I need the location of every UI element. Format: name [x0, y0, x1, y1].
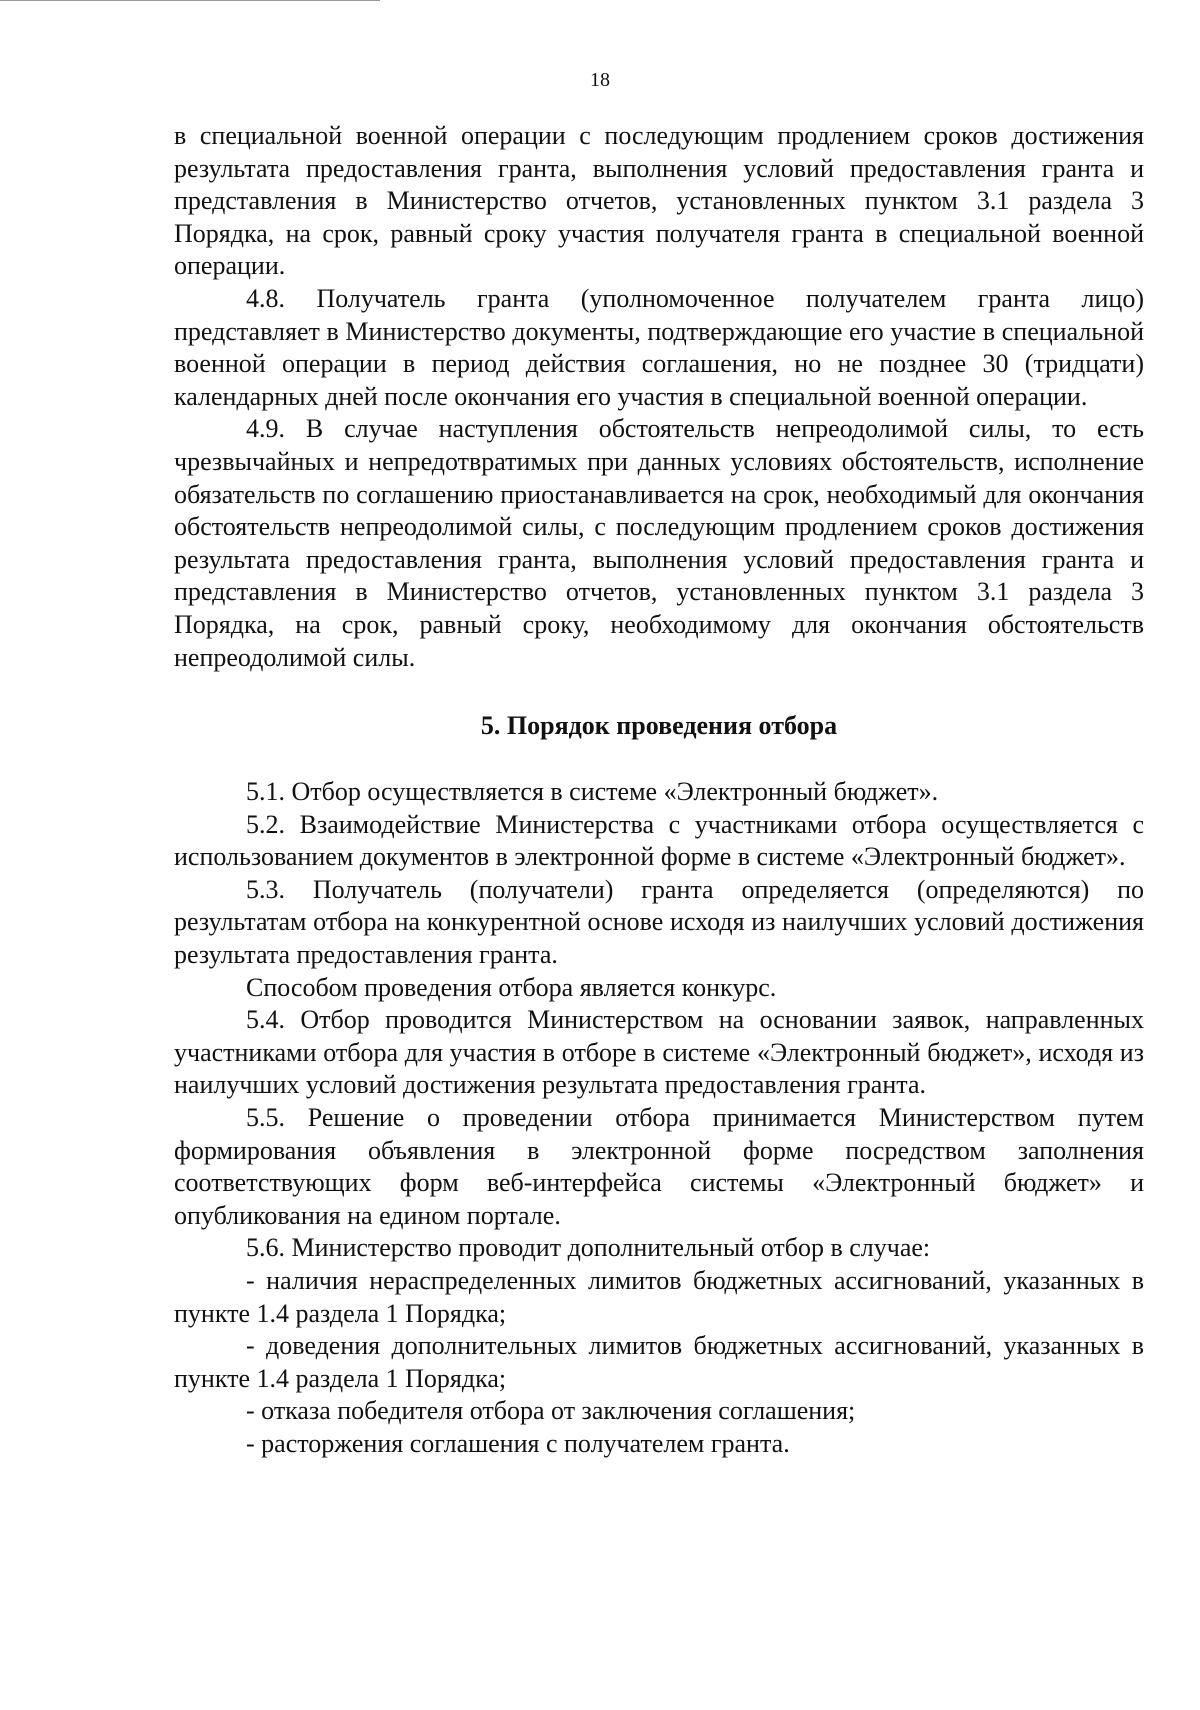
paragraph-selection-method: Способом проведения отбора является конкурс.: [246, 972, 777, 1002]
paragraph-5-3: 5.3. Получатель (получатели) гранта определяется (определяются) по результатам отбора на конкурентной основе исходя из наилучших условий достижения результата предоставления гранта.: [174, 874, 1144, 970]
list-item: - расторжения соглашения с получателем гранта.: [246, 1428, 790, 1458]
page-number: 18: [590, 69, 610, 91]
list-item: - отказа победителя отбора от заключения соглашения;: [246, 1396, 856, 1426]
paragraph-5-2: 5.2. Взаимодействие Министерства с участниками отбора осуществляется с использованием документов в электронной форме в системе «Электронный бюджет».: [174, 809, 1144, 872]
paragraph-5-1: 5.1. Отбор осуществляется в системе «Электронный бюджет».: [246, 777, 939, 807]
paragraph-5-4: 5.4. Отбор проводится Министерством на основании заявок, направленных участниками отбора для участия в отборе в системе «Электронный бюджет», исходя из наилучших условий достижения результата предоставления гранта.: [174, 1005, 1144, 1100]
section-heading: 5. Порядок проведения отбора: [480, 711, 838, 741]
paragraph-continuation: в специальной военной операции с последующим продлением сроков достижения результата предоставления гранта, выполнения условий предоставления гранта и представления в Министерство отчетов, установленных пунктом 3.1 раздела 3 Порядка, на срок, равный сроку участия получателя гранта в специальной военной операции.: [174, 121, 1144, 281]
paragraph-4-9: 4.9. В случае наступления обстоятельств непреодолимой силы, то есть чрезвычайных и непредотвратимых при данных условиях обстоятельств, исполнение обязательств по соглашению приостанавливается на срок, необходимый для окончания обстоятельств непреодолимой силы, с последующим продлением сроков достижения результата предоставления гранта, выполнения условий предоставления гранта и представления в Министерство отчетов, установленных пунктом 3.1 раздела 3 Порядка, на срок, равный сроку, необходимому для окончания обстоятельств непреодолимой силы.: [174, 414, 1144, 672]
document-body: [174, 120, 1144, 1461]
paragraph-5-5: 5.5. Решение о проведении отбора принимается Министерством путем формирования объявления в электронной форме посредством заполнения соответствующих форм веб-интерфейса системы «Электронный бюджет» и опубликования на едином портале.: [174, 1103, 1144, 1230]
scan-top-rule: [0, 0, 380, 1]
paragraph-4-8: 4.8. Получатель гранта (уполномоченное получателем гранта лицо) представляет в Министерство документы, подтверждающие его участие в специальной военной операции в период действия соглашения, но не позднее 30 (тридцати) календарных дней после окончания его участия в специальной военной операции.: [174, 283, 1144, 411]
list-item: - наличия нераспределенных лимитов бюджетных ассигнований, указанных в пункте 1.4 раздела 1 Порядка;: [174, 1266, 1144, 1328]
list-item: - доведения дополнительных лимитов бюджетных ассигнований, указанных в пункте 1.4 раздела 1 Порядка;: [174, 1331, 1144, 1393]
paragraph-5-6: 5.6. Министерство проводит дополнительный отбор в случае:: [246, 1233, 931, 1263]
